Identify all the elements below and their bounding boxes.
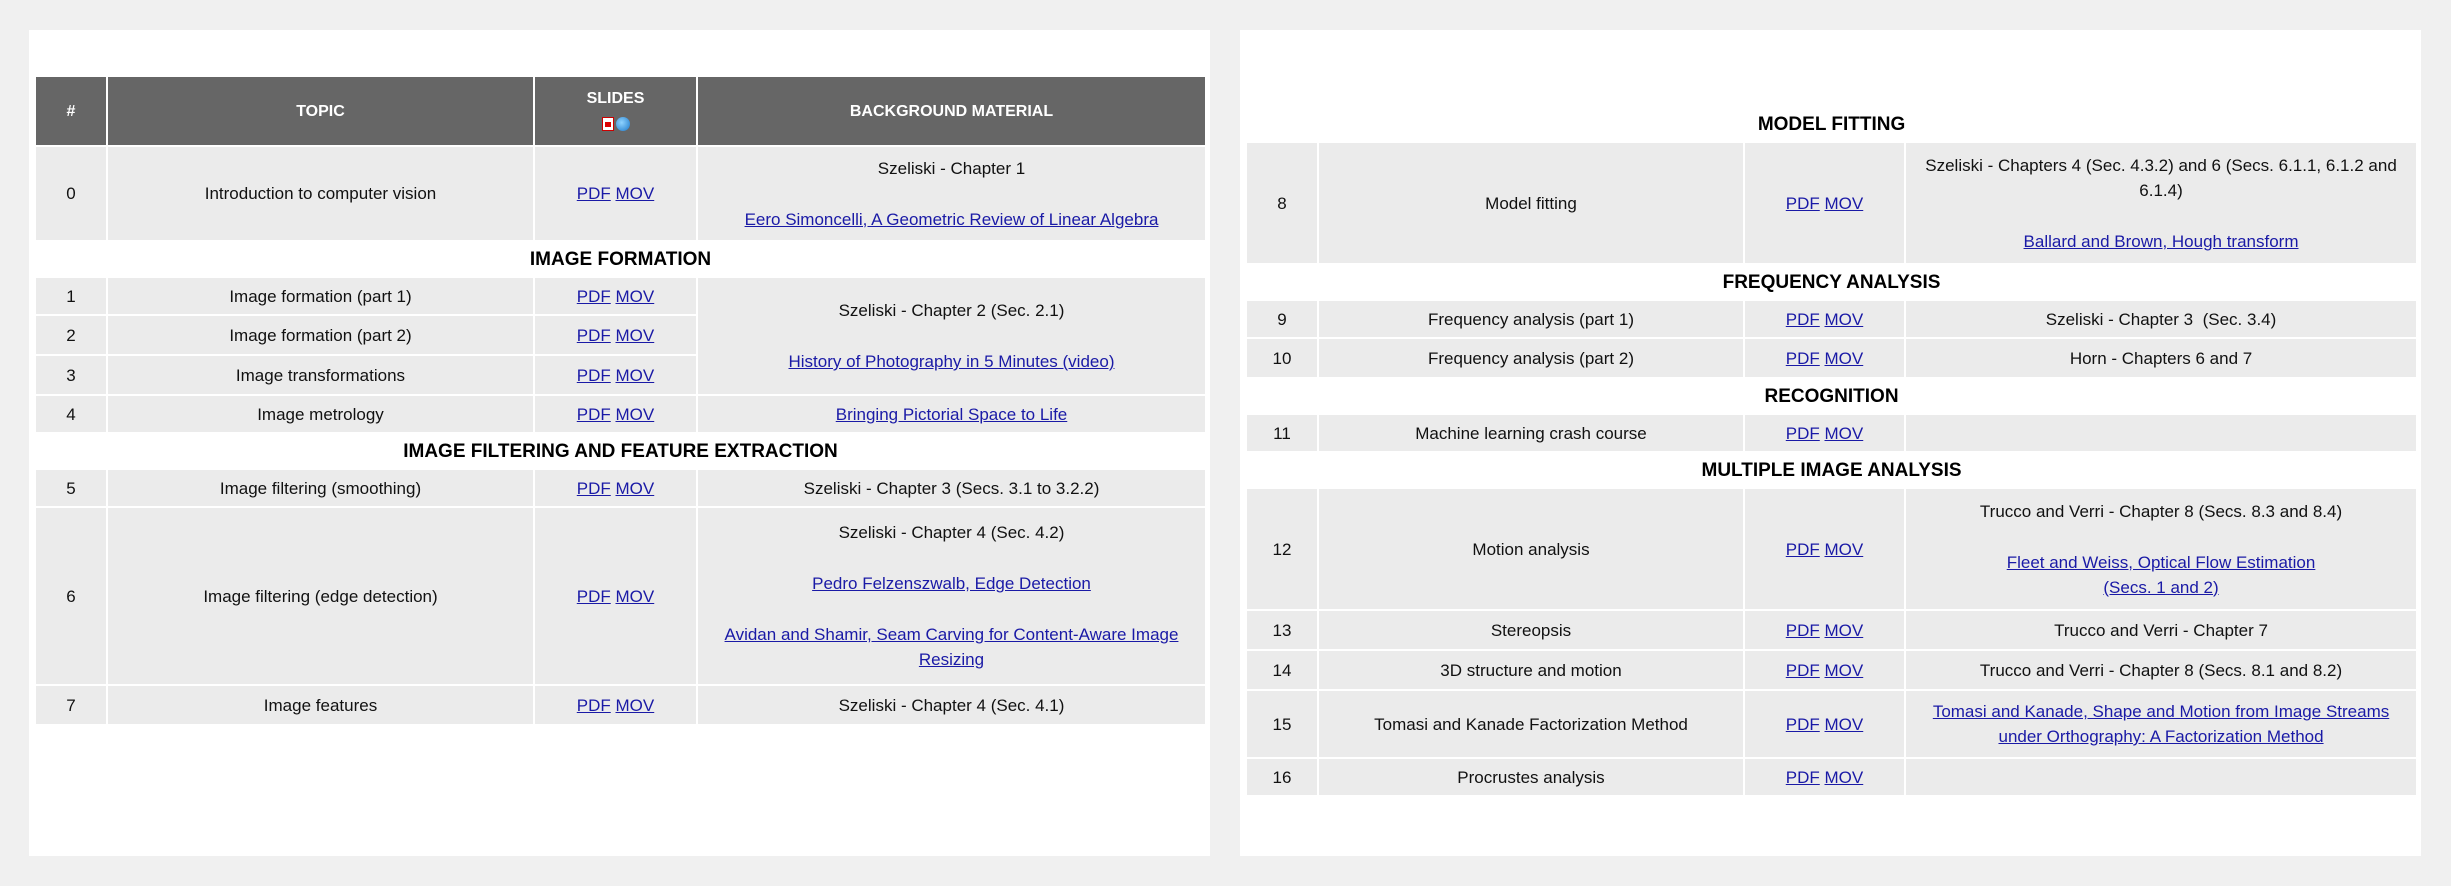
row-background <box>1905 758 2417 796</box>
row-background <box>697 395 1206 433</box>
bg-link[interactable]: History of Photography in 5 Minutes (video) <box>788 352 1115 371</box>
row-slides <box>1744 338 1905 378</box>
pdf-link[interactable]: PDF <box>576 586 611 606</box>
pdf-link[interactable]: PDF <box>576 365 611 385</box>
row-slides <box>534 469 697 507</box>
row-topic: Frequency analysis (part 1) <box>1318 300 1744 338</box>
table-row <box>1246 758 2417 796</box>
table-row <box>1246 142 2417 264</box>
mov-link[interactable]: MOV <box>615 325 655 345</box>
bg-text: Szeliski - Chapter 4 (Sec. 4.2) <box>838 523 1065 542</box>
pdf-link[interactable]: PDF <box>1785 348 1820 368</box>
row-num: 16 <box>1246 758 1318 796</box>
row-background <box>1905 142 2417 264</box>
row-topic: 3D structure and motion <box>1318 650 1744 690</box>
header-slides <box>534 76 697 146</box>
row-num: 14 <box>1246 650 1318 690</box>
row-background: Szeliski - Chapter 3 (Secs. 3.1 to 3.2.2) <box>697 469 1206 507</box>
row-background: Szeliski - Chapter 3 (Sec. 3.4) <box>1905 300 2417 338</box>
section-title: IMAGE FORMATION <box>35 241 1206 277</box>
pdf-link[interactable]: PDF <box>1785 714 1820 734</box>
mov-link[interactable]: MOV <box>1824 767 1864 787</box>
row-num: 1 <box>35 277 107 315</box>
slides-icons <box>602 117 630 131</box>
pdf-link[interactable]: PDF <box>576 325 611 345</box>
row-num: 10 <box>1246 338 1318 378</box>
row-num: 7 <box>35 685 107 725</box>
row-topic: Image formation (part 1) <box>107 277 534 315</box>
header-slides-label: SLIDES <box>586 90 645 107</box>
mov-link[interactable]: MOV <box>615 478 655 498</box>
mov-link[interactable]: MOV <box>1824 660 1864 680</box>
pdf-link[interactable]: PDF <box>1785 193 1820 213</box>
bg-text: Trucco and Verri - Chapter 8 (Secs. 8.3 and 8.4) <box>1979 501 2343 521</box>
row-slides <box>534 507 697 685</box>
section-row <box>1246 106 2417 142</box>
row-topic: Procrustes analysis <box>1318 758 1744 796</box>
schedule-table-left <box>34 75 1207 726</box>
row-background: Trucco and Verri - Chapter 7 <box>1905 610 2417 650</box>
row-background <box>1905 690 2417 758</box>
bg-link[interactable]: Eero Simoncelli, A Geometric Review of Linear Algebra <box>744 209 1159 229</box>
row-topic: Image features <box>107 685 534 725</box>
right-panel <box>1240 30 2421 856</box>
pdf-link[interactable]: PDF <box>1785 423 1820 443</box>
bg-link[interactable]: Tomasi and Kanade, Shape and Motion from Image Streams under Orthography: A Factorization Method <box>1932 702 2390 746</box>
bg-link[interactable]: Fleet and Weiss, Optical Flow Estimation <box>2006 552 2316 572</box>
header-num: # <box>35 76 107 146</box>
row-num: 12 <box>1246 488 1318 610</box>
pdf-link[interactable]: PDF <box>576 695 611 715</box>
row-topic: Model fitting <box>1318 142 1744 264</box>
pdf-link[interactable]: PDF <box>1785 620 1820 640</box>
mov-link[interactable]: MOV <box>1824 309 1864 329</box>
pdf-link[interactable]: PDF <box>1785 539 1820 559</box>
row-background <box>1905 488 2417 610</box>
row-slides <box>534 315 697 355</box>
left-panel <box>29 30 1210 856</box>
row-num: 13 <box>1246 610 1318 650</box>
row-slides <box>1744 488 1905 610</box>
mov-icon <box>616 117 630 131</box>
row-topic: Image formation (part 2) <box>107 315 534 355</box>
table-row <box>35 395 1206 433</box>
table-row <box>1246 650 2417 690</box>
row-topic: Frequency analysis (part 2) <box>1318 338 1744 378</box>
row-topic: Machine learning crash course <box>1318 414 1744 452</box>
table-row <box>35 277 1206 315</box>
row-slides <box>534 146 697 241</box>
row-background: Trucco and Verri - Chapter 8 (Secs. 8.1 and 8.2) <box>1905 650 2417 690</box>
row-slides <box>534 277 697 315</box>
schedule-table-right <box>1245 105 2418 797</box>
mov-link[interactable]: MOV <box>615 184 655 203</box>
row-num: 3 <box>35 355 107 395</box>
table-row <box>1246 690 2417 758</box>
row-topic: Image metrology <box>107 395 534 433</box>
row-background: Horn - Chapters 6 and 7 <box>1905 338 2417 378</box>
row-slides <box>1744 414 1905 452</box>
pdf-link[interactable]: PDF <box>1785 660 1820 680</box>
pdf-link[interactable]: PDF <box>1785 309 1820 329</box>
bg-link[interactable]: Avidan and Shamir, Seam Carving for Content-Aware Image Resizing <box>724 625 1179 669</box>
section-title: FREQUENCY ANALYSIS <box>1246 264 2417 300</box>
section-title: IMAGE FILTERING AND FEATURE EXTRACTION <box>35 433 1206 469</box>
row-slides <box>1744 610 1905 650</box>
table-header <box>35 76 1206 146</box>
table-row <box>1246 488 2417 610</box>
row-slides <box>1744 758 1905 796</box>
mov-link[interactable]: MOV <box>1824 348 1864 368</box>
row-num: 6 <box>35 507 107 685</box>
row-background <box>1905 414 2417 452</box>
section-row <box>35 241 1206 277</box>
table-row <box>35 469 1206 507</box>
pdf-icon <box>602 117 614 131</box>
table-row <box>1246 338 2417 378</box>
mov-link[interactable]: MOV <box>615 586 655 606</box>
section-title: MODEL FITTING <box>1246 106 2417 142</box>
table-row <box>35 685 1206 725</box>
table-row <box>35 507 1206 685</box>
table-row <box>1246 300 2417 338</box>
bg-link[interactable]: Pedro Felzenszwalb, Edge Detection <box>812 574 1091 593</box>
bg-link[interactable]: Bringing Pictorial Space to Life <box>835 404 1068 424</box>
mov-link[interactable]: MOV <box>1824 714 1864 734</box>
mov-link[interactable]: MOV <box>615 695 655 715</box>
mov-link[interactable]: MOV <box>615 286 655 306</box>
bg-text: Szeliski - Chapters 4 (Sec. 4.3.2) and 6 (Secs. 6.1.1, 6.1.2 and 6.1.4) <box>1925 155 2397 200</box>
row-topic: Motion analysis <box>1318 488 1744 610</box>
row-topic: Tomasi and Kanade Factorization Method <box>1318 690 1744 758</box>
section-title: MULTIPLE IMAGE ANALYSIS <box>1246 452 2417 488</box>
section-row <box>1246 378 2417 414</box>
mov-link[interactable]: MOV <box>1824 539 1864 559</box>
row-topic: Image filtering (edge detection) <box>107 507 534 685</box>
row-slides <box>1744 300 1905 338</box>
section-row <box>35 433 1206 469</box>
section-row <box>1246 264 2417 300</box>
row-slides <box>534 395 697 433</box>
row-num: 0 <box>35 146 107 241</box>
header-topic: TOPIC <box>107 76 534 146</box>
bg-text: Szeliski - Chapter 2 (Sec. 2.1) <box>838 301 1065 320</box>
mov-link[interactable]: MOV <box>615 404 655 424</box>
pdf-link[interactable]: PDF <box>576 478 611 498</box>
row-background <box>697 277 1206 395</box>
row-num: 5 <box>35 469 107 507</box>
row-num: 15 <box>1246 690 1318 758</box>
bg-link[interactable]: Ballard and Brown, Hough transform <box>2023 231 2299 251</box>
row-topic: Image transformations <box>107 355 534 395</box>
row-slides <box>1744 142 1905 264</box>
pdf-link[interactable]: PDF <box>576 286 611 306</box>
row-topic: Image filtering (smoothing) <box>107 469 534 507</box>
row-background <box>697 146 1206 241</box>
row-topic: Introduction to computer vision <box>107 146 534 241</box>
row-background: Szeliski - Chapter 4 (Sec. 4.1) <box>697 685 1206 725</box>
pdf-link[interactable]: PDF <box>1785 767 1820 787</box>
section-row <box>1246 452 2417 488</box>
row-num: 9 <box>1246 300 1318 338</box>
section-title: RECOGNITION <box>1246 378 2417 414</box>
mov-link[interactable]: MOV <box>1824 193 1864 213</box>
pdf-link[interactable]: PDF <box>576 404 611 424</box>
row-slides <box>534 685 697 725</box>
row-slides <box>1744 690 1905 758</box>
header-background: BACKGROUND MATERIAL <box>697 76 1206 146</box>
row-num: 11 <box>1246 414 1318 452</box>
pdf-link[interactable]: PDF <box>576 184 611 203</box>
mov-link[interactable]: MOV <box>1824 620 1864 640</box>
row-num: 8 <box>1246 142 1318 264</box>
mov-link[interactable]: MOV <box>615 365 655 385</box>
row-num: 4 <box>35 395 107 433</box>
row-background <box>697 507 1206 685</box>
table-row <box>35 146 1206 241</box>
mov-link[interactable]: MOV <box>1824 423 1864 443</box>
bg-text: Szeliski - Chapter 1 <box>877 158 1026 178</box>
row-num: 2 <box>35 315 107 355</box>
row-slides <box>1744 650 1905 690</box>
table-row <box>1246 414 2417 452</box>
table-row <box>1246 610 2417 650</box>
bg-link-cont[interactable]: (Secs. 1 and 2) <box>2103 577 2219 597</box>
row-topic: Stereopsis <box>1318 610 1744 650</box>
row-slides <box>534 355 697 395</box>
